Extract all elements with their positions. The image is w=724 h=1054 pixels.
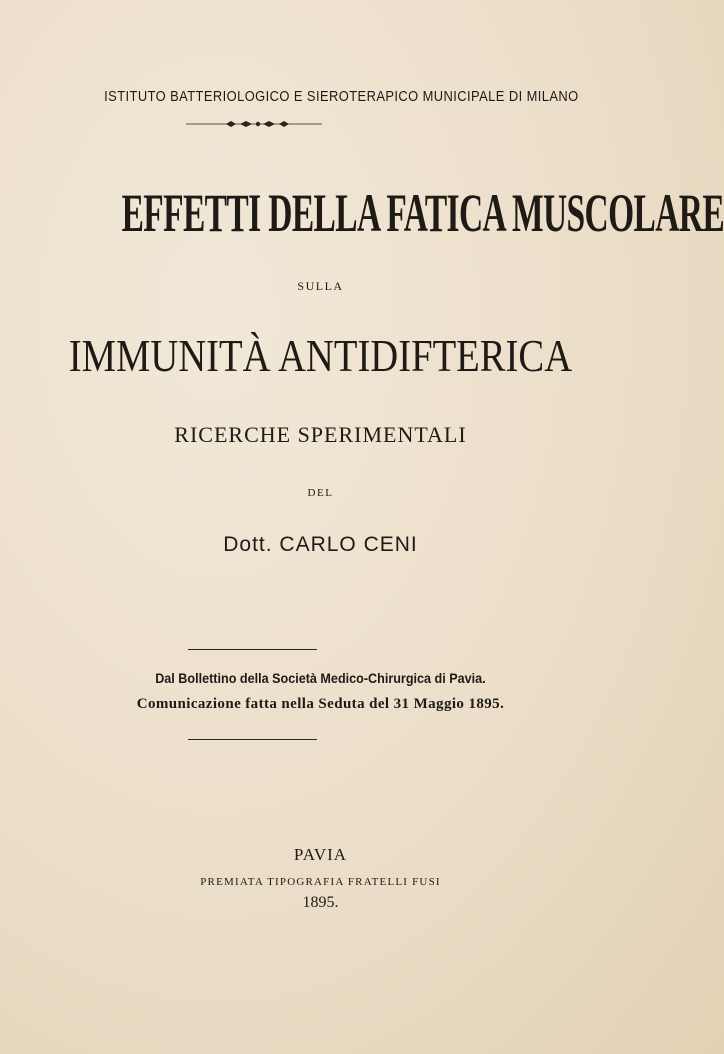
institute-heading: ISTITUTO BATTERIOLOGICO E SIEROTERAPICO MUNICIPALE DI MILANO [104, 88, 579, 105]
main-title: EFFETTI DELLA FATICA MUSCOLARE [121, 183, 724, 243]
subtitle: RICERCHE SPERIMENTALI [174, 422, 467, 447]
author-name: Dott. CARLO CENI [223, 533, 418, 556]
by-text: DEL [307, 487, 334, 499]
communication-note: Comunicazione fatta nella Seduta del 31 Maggio 1895. [136, 696, 505, 712]
publication-city: PAVIA [293, 845, 348, 864]
connector-text: SULLA [297, 279, 344, 293]
subject-title: IMMUNITÀ ANTIDIFTERICA [68, 330, 573, 381]
ornament-divider [0, 118, 641, 130]
printer-name: PREMIATA TIPOGRAFIA FRATELLI FUSI [200, 876, 441, 888]
divider-rule-top [188, 649, 317, 650]
publication-year: 1895. [302, 894, 339, 911]
divider-rule-bottom [188, 739, 317, 740]
source-note: Dal Bollettino della Società Medico-Chirurgica di Pavia. [155, 670, 486, 686]
